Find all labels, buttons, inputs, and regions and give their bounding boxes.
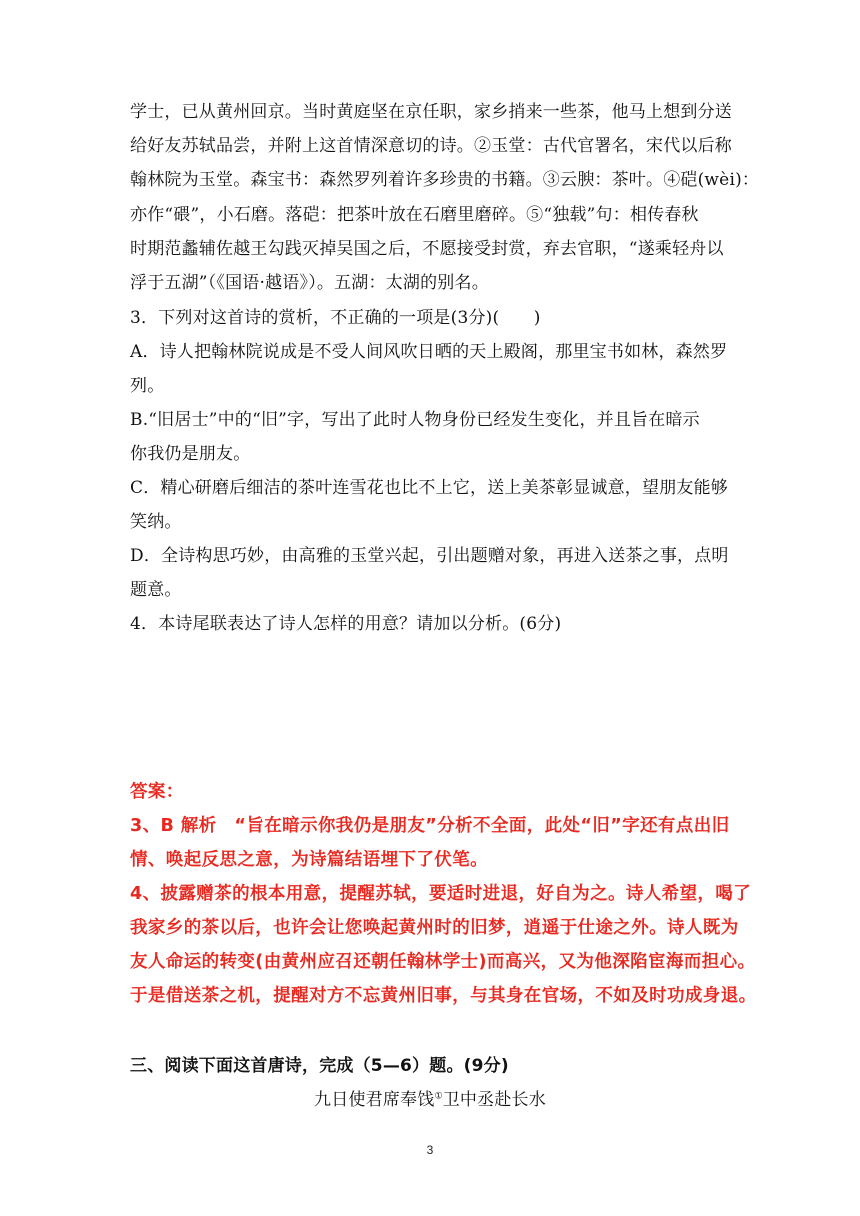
poem-title-footnote-marker: ① xyxy=(434,1091,443,1102)
note-line: 浮于五湖”（《国语·越语》）。五湖：太湖的别名。 xyxy=(130,273,489,293)
answer-3-line: 3、B 解析 “旨在暗示你我仍是朋友”分析不全面，此处“旧”字还有点出旧 xyxy=(130,816,730,836)
option-d: D．全诗构思巧妙，由高雅的玉堂兴起，引出题赠对象，再进入送茶之事，点明 xyxy=(130,546,729,566)
option-b: B.“旧居士”中的“旧”字，写出了此时人物身份已经发生变化，并且旨在暗示 xyxy=(130,410,700,430)
note-line: 翰林院为玉堂。森宝书：森然罗列着许多珍贵的书籍。③云腴：茶叶。④硙(wèi)： xyxy=(130,170,760,190)
option-d-cont: 题意。 xyxy=(130,580,182,600)
answer-3-line: 情、唤起反思之意，为诗篇结语埋下了伏笔。 xyxy=(130,850,488,870)
question-3-stem: 3．下列对这首诗的赏析，不正确的一项是(3分)( ) xyxy=(130,308,541,328)
option-b-cont: 你我仍是朋友。 xyxy=(130,444,251,464)
note-line: 亦作“碨”，小石磨。落硙：把茶叶放在石磨里磨碎。⑤“独载”句：相传春秋 xyxy=(130,205,699,225)
poem-title xyxy=(0,1089,860,1111)
poem-title-part: 卫中丞赴长水 xyxy=(442,1090,546,1110)
note-line: 时期范蠡辅佐越王勾践灭掉吴国之后，不愿接受封赏，弃去官职，“遂乘轻舟以 xyxy=(130,239,724,259)
option-a: A．诗人把翰林院说成是不受人间风吹日晒的天上殿阁，那里宝书如林，森然罗 xyxy=(130,342,728,362)
option-c: C．精心研磨后细洁的茶叶连雪花也比不上它，送上美茶彰显诚意，望朋友能够 xyxy=(130,478,729,498)
answer-4-line: 4、披露赠茶的根本用意，提醒苏轼，要适时进退，好自为之。诗人希望，喝了 xyxy=(130,884,752,904)
answer-4-line: 友人命运的转变(由黄州应召还朝任翰林学士)而高兴，又为他深陷宦海而担心。 xyxy=(130,952,756,972)
option-c-cont: 笑纳。 xyxy=(130,512,182,532)
answer-4-line: 我家乡的茶以后，也许会让您唤起黄州时的旧梦，逍遥于仕途之外。诗人既为 xyxy=(130,918,739,938)
poem-title-part: 九日使君席奉饯 xyxy=(314,1090,435,1110)
note-line: 给好友苏轼品尝，并附上这首情深意切的诗。②玉堂：古代官署名，宋代以后称 xyxy=(130,136,732,156)
section-heading: 三、阅读下面这首唐诗，完成（5—6）题。(9分) xyxy=(130,1056,509,1076)
page-number: 3 xyxy=(426,1143,434,1157)
answer-4-line: 于是借送茶之机，提醒对方不忘黄州旧事，与其身在官场，不如及时功成身退。 xyxy=(130,986,757,1006)
answer-heading: 答案： xyxy=(130,782,184,802)
question-4-stem: 4．本诗尾联表达了诗人怎样的用意？请加以分析。(6分) xyxy=(130,614,562,634)
note-line: 学士，已从黄州回京。当时黄庭坚在京任职，家乡捎来一些茶，他马上想到分送 xyxy=(130,102,732,122)
option-a-cont: 列。 xyxy=(130,376,165,396)
